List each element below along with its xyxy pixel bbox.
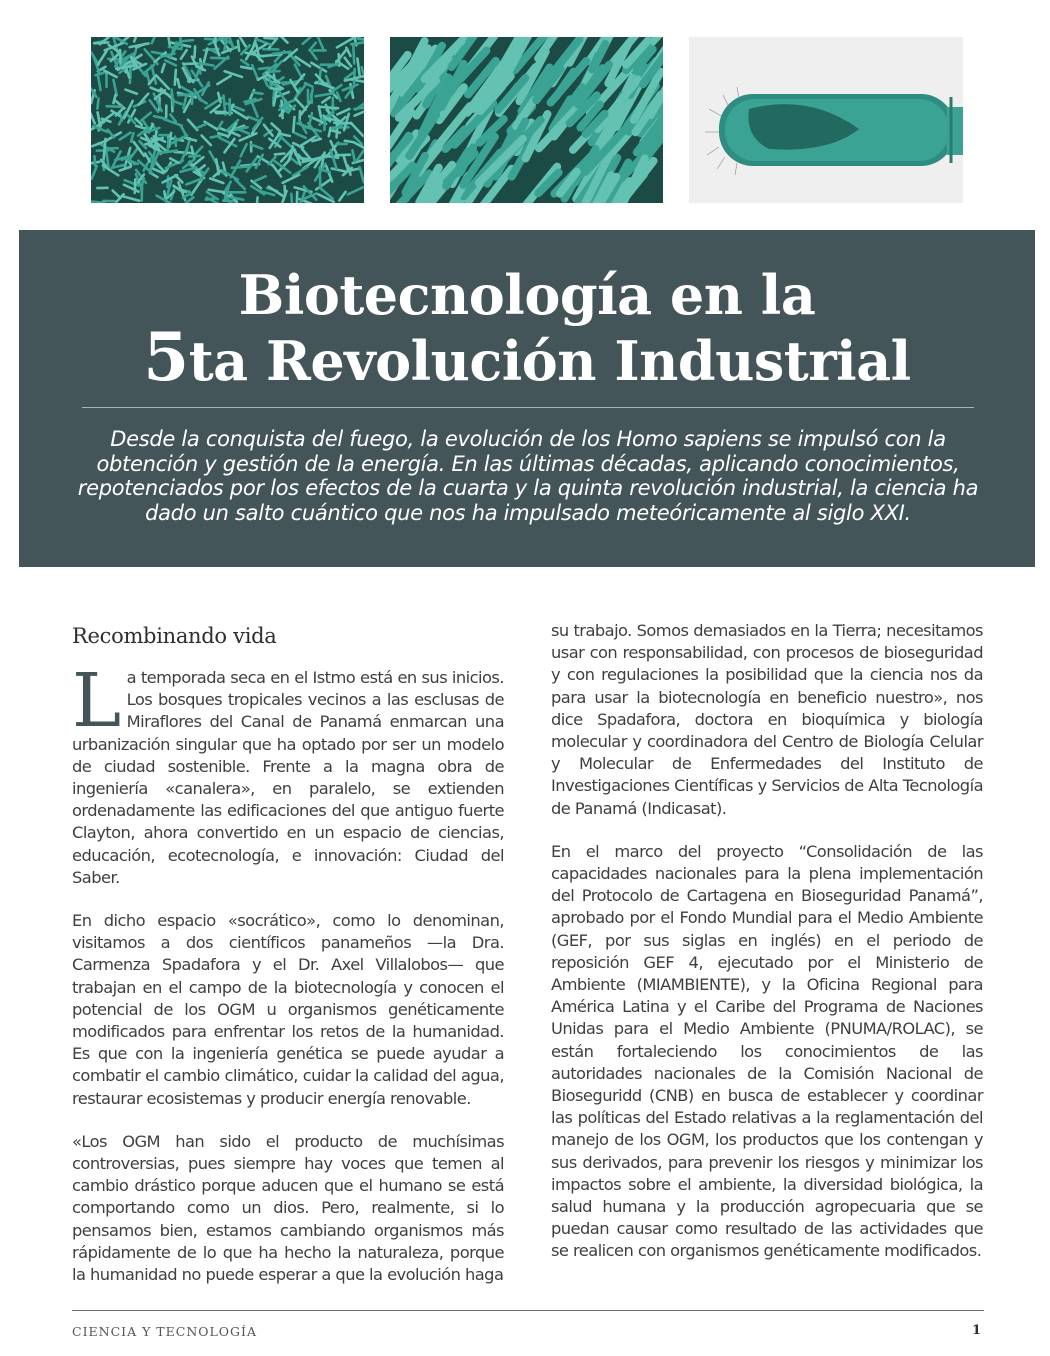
section-heading: Recombinando vida [72, 624, 277, 648]
title-divider [82, 407, 974, 408]
paragraph-text: a temporada seca en el Istmo está en sus inicios. Los bosques tropicales vecinos a las esclusas de Miraflores del Canal de Panamá enmarcan una urbanización singular que ha optado por ser un modelo de ciudad sostenible. Frente a la magna obra de ingeniería «canalera», en paralelo, se extienden ordenadamente las edificaciones del que antiguo fuerte Clayton, ahora convertido en un espacio de ciencias, educación, ecotecnología, e innovación: Ciudad del Saber. [72, 668, 504, 887]
rod-bacteria-photo [390, 37, 663, 203]
bacteria-colony-photo [91, 37, 364, 203]
footer-divider [72, 1310, 984, 1311]
right-column [551, 620, 983, 1263]
title-line-2 [19, 318, 1035, 396]
title-line-1: Biotecnología en la [238, 263, 816, 327]
body-paragraph: su trabajo. Somos demasiados en la Tierra; necesitamos usar con responsabilidad, con procesos de bioseguridad y con regulaciones la posibilidad que la ciencia nos da para usar la biotecnología en beneficio nuestro», nos dice Spadafora, doctora en bioquímica y biología molecular y coordinadora del Centro de Biología Celular y Molecular de Enfermedades del Instituto de Investigaciones Científicas y Servicios de Alta Tecnología de Panamá (Indicasat). [551, 621, 983, 818]
footer-section-label: CIENCIA Y TECNOLOGÍA [72, 1324, 258, 1339]
article-title [19, 263, 1035, 396]
single-bacterium-photo [689, 37, 963, 203]
title-banner [19, 230, 1035, 567]
drop-cap: L [72, 658, 121, 744]
title-line-2-text: ta Revolución Industrial [188, 329, 911, 393]
left-column [72, 620, 504, 1286]
body-paragraph: En dicho espacio «socrático», como lo denominan, visitamos a dos científicos panameños —la Dra. Carmenza Spadafora y el Dr. Axel Villalobos— que trabajan en el campo de la biotecnología y conocen el potencial de los OGM u organismos genéticamente modificados para enfrentar los retos de la humanidad. Es que con la ingeniería genética se puede ayudar a combatir el cambio climático, cuidar la calidad del agua, restaurar ecosistemas y producir energía renovable. [72, 911, 504, 1108]
article-lede: Desde la conquista del fuego, la evolución de los Homo sapiens se impulsó con la obtención y gestión de la energía. En las últimas décadas, aplicando conocimientos, repotenciados por los efectos de la cuarta y la quinta revolución industrial, la ciencia ha dado un salto cuántico que nos ha impulsado meteóricamente al siglo XXI. [77, 427, 979, 525]
body-paragraph: «Los OGM han sido el producto de muchísimas controversias, pues siempre hay voces que temen al cambio drástico porque aducen que el humano se está comportando como un dios. Pero, realmente, si lo pensamos bien, estamos cambiando organismos más rápidamente de lo que ha hecho la naturaleza, porque la humanidad no puede esperar a que la evolución haga [72, 1131, 504, 1285]
page-number: 1 [971, 1323, 981, 1338]
title-numeral: 5 [143, 318, 189, 396]
body-paragraph: En el marco del proyecto “Consolidación de las capacidades nacionales para la plena implementación del Protocolo de Cartagena en Bioseguridad Panamá”, aprobado por el Fondo Mundial para el Medio Ambiente (GEF, por sus siglas en inglés) en el periodo de reposición GEF 4, ejecutado por el Ministerio de Ambiente (MIAMBIENTE), y la Oficina Regional para América Latina y el Caribe del Programa de Naciones Unidas para el Medio Ambiente (PNUMA/ROLAC), se están fortaleciendo los conocimientos de las autoridades nacionales de la Comisión Nacional de Bioseguridd (CNB) en busca de establecer y coordinar las políticas del Estado relativas a la reglamentación del manejo de los OGM, los productos que los contengan y sus derivados, para prevenir los riesgos y minimizar los impactos sobre el ambiente, la diversidad biológica, la salud humana y la producción agropecuaria que se puedan causar como resultado de las actividades que se realicen con organismos genéticamente modificados. [551, 841, 983, 1261]
body-paragraph [72, 658, 504, 889]
